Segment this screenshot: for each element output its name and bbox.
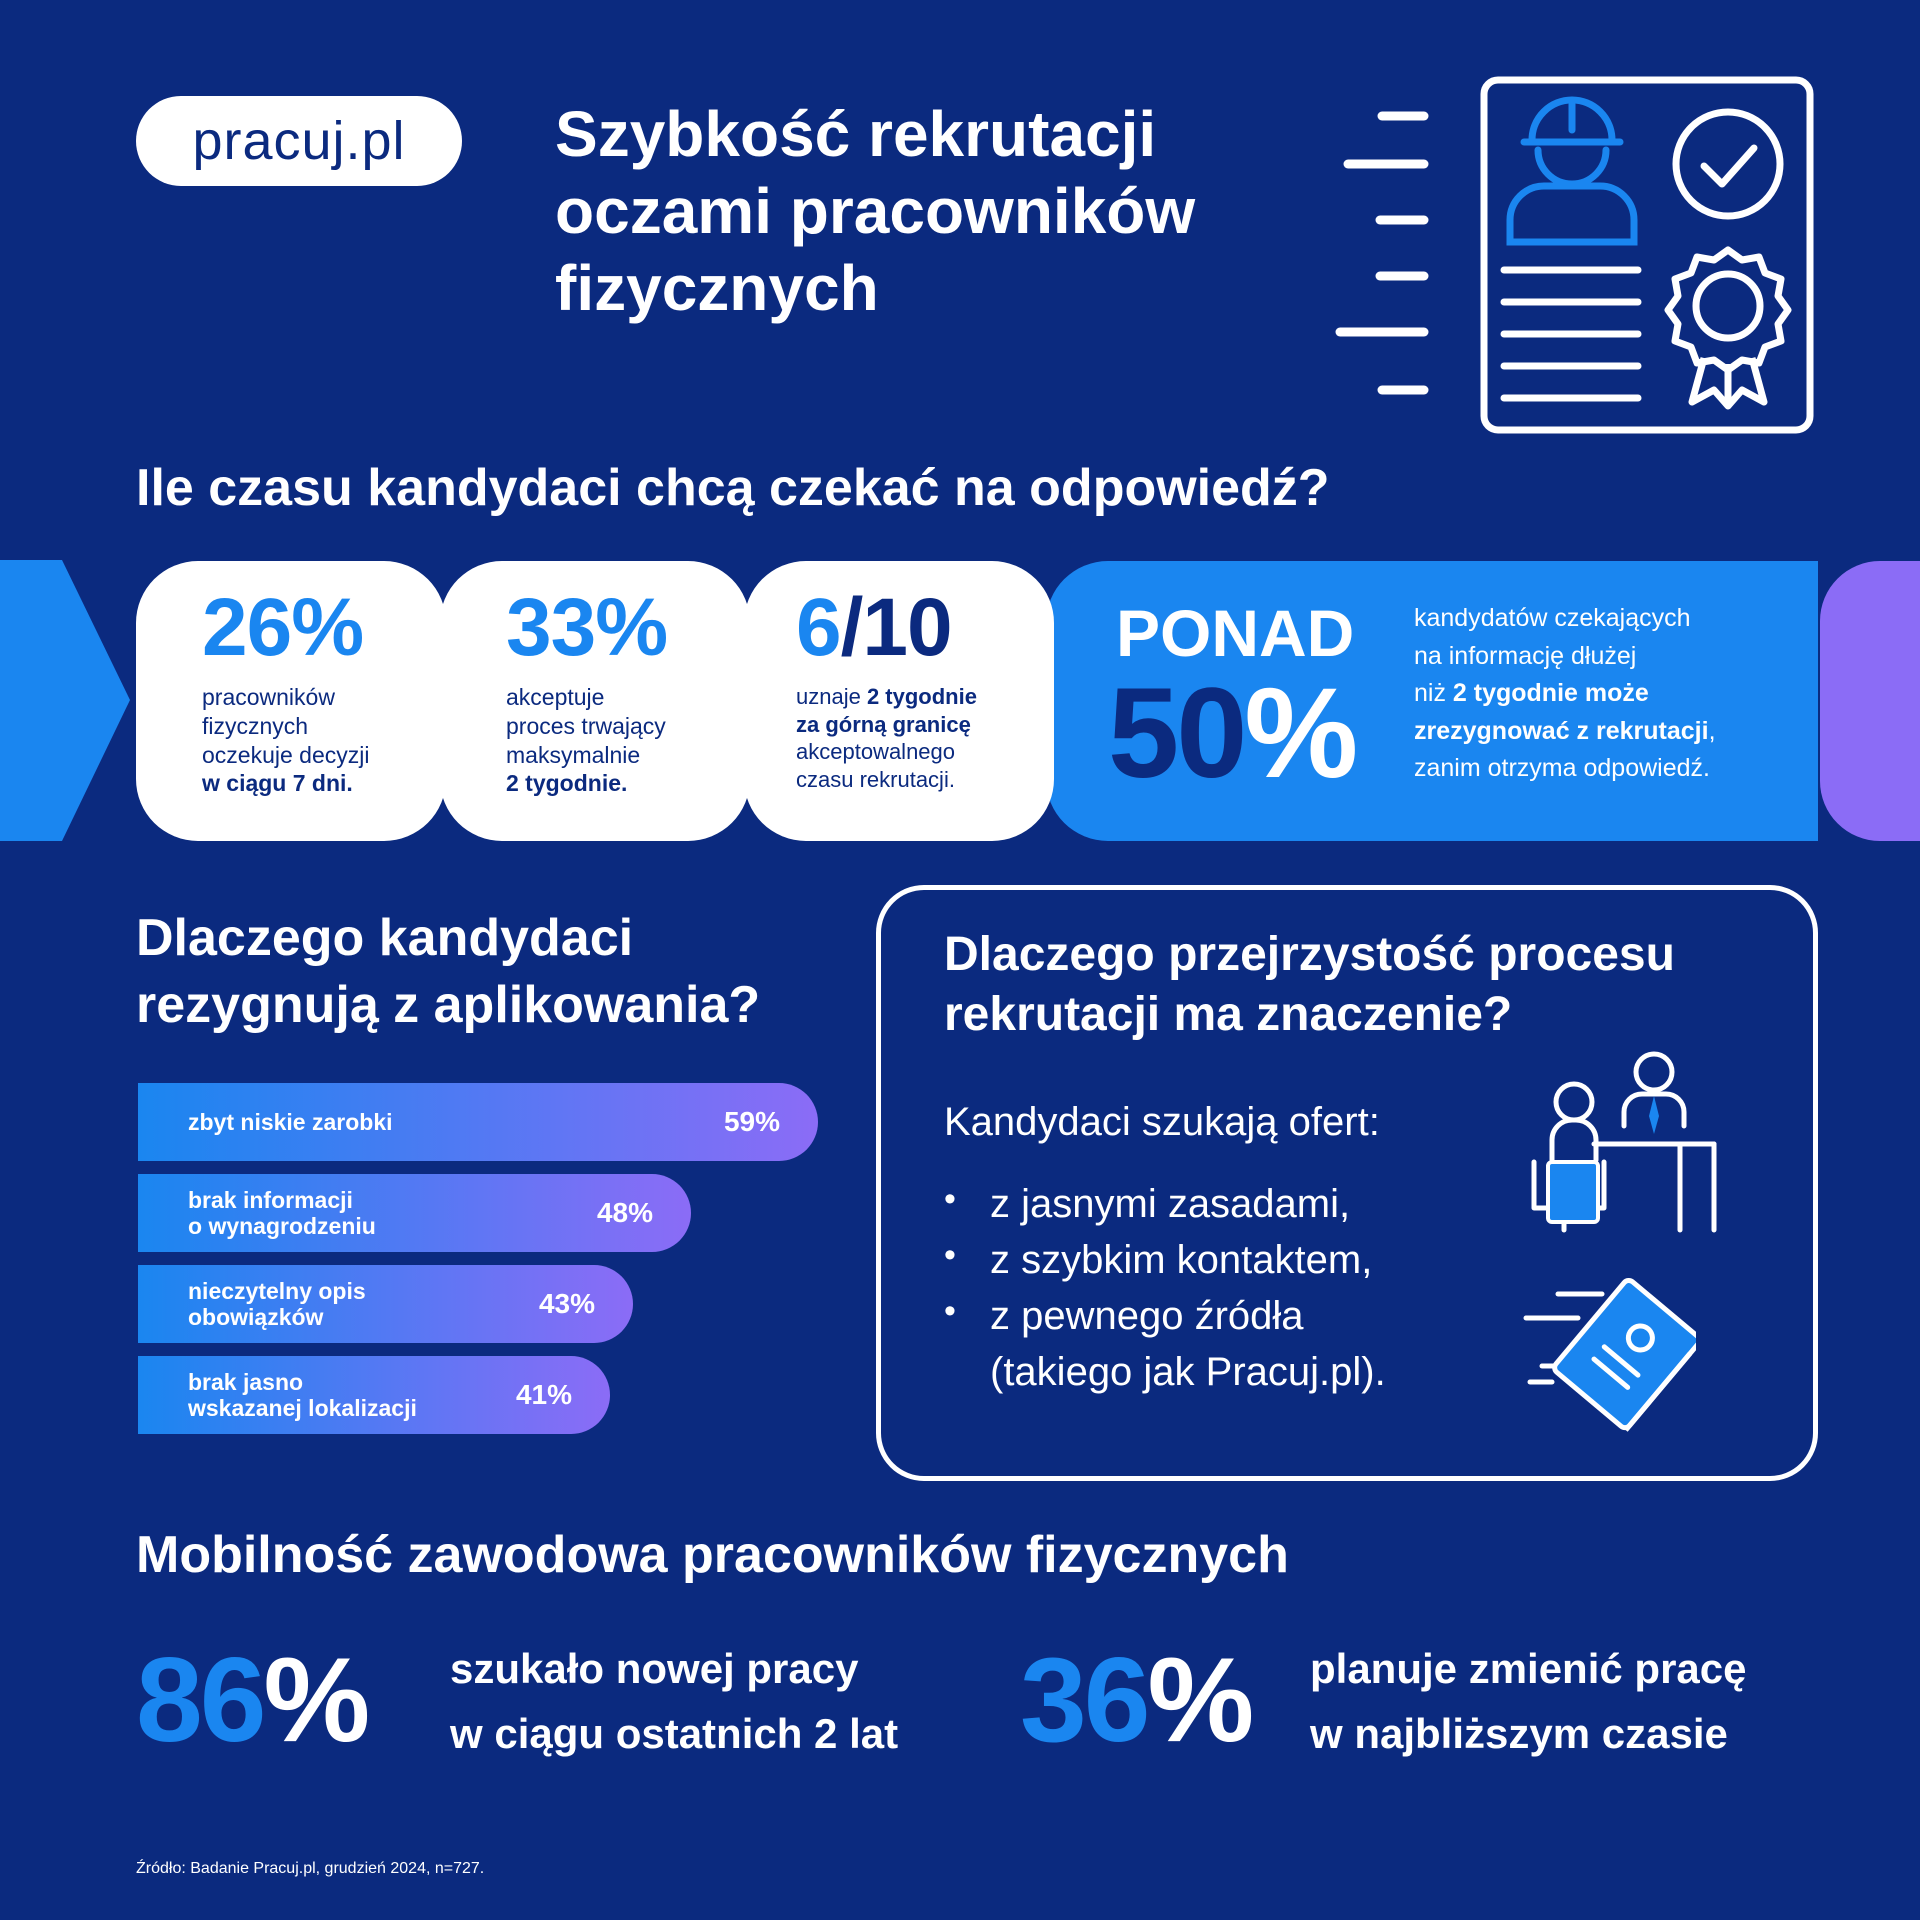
page-title: [555, 96, 1315, 326]
bar-label-line: o wynagrodzeniu: [188, 1213, 376, 1239]
stat-sign: %: [263, 1633, 368, 1767]
stat-card-6-10: [744, 561, 1054, 841]
bar-label-line: brak informacji: [188, 1186, 353, 1213]
stat-card-text: [796, 683, 1054, 793]
bar-category-label: [188, 1109, 393, 1135]
interview-people-icon: [1524, 1044, 1724, 1240]
stat-number: 36: [1020, 1633, 1148, 1767]
heading-line: rezygnują z aplikowania?: [136, 975, 761, 1034]
bar-label-line: obowiązków: [188, 1304, 324, 1330]
fast-document-icon: [1516, 1252, 1696, 1432]
panel-line: na informację dłużej: [1414, 641, 1637, 670]
stat-card-33: [440, 561, 750, 841]
stat-number: 86: [136, 1633, 264, 1767]
panel-bold: 2 tygodnie może: [1452, 679, 1649, 707]
panel-bold: zrezygnować z rekrutacji: [1414, 716, 1709, 745]
transparency-heading: [944, 925, 1744, 1045]
bar-category-label: [188, 1187, 376, 1240]
mobility-heading: Mobilność zawodowa pracowników fizycznych: [136, 1526, 1289, 1584]
bar-value-label: 59%: [723, 1106, 780, 1137]
card-line: pracowników: [202, 684, 335, 710]
title-line-2: oczami pracowników: [555, 174, 1196, 247]
card-line: [796, 711, 1054, 739]
stat-86-value: [136, 1633, 368, 1767]
card-line: maksymalnie: [506, 741, 641, 768]
stat-86-text: [450, 1636, 898, 1766]
heading-line: Dlaczego przejrzystość procesu: [944, 928, 1675, 981]
chart-bar: [138, 1265, 633, 1343]
resign-section-heading: [136, 905, 836, 1038]
stat-card-value: 33%: [506, 582, 668, 673]
stat-line: szukało nowej pracy: [450, 1645, 859, 1692]
chart-bar: [138, 1083, 818, 1161]
stat-line: planuje zmienić pracę: [1310, 1645, 1747, 1692]
fifty-sign: %: [1244, 662, 1356, 805]
title-line-1: Szybkość rekrutacji: [555, 98, 1157, 170]
pracuj-logo: [136, 96, 462, 186]
stat-card-26: [136, 561, 446, 841]
chart-bar: [138, 1356, 610, 1434]
transparency-bullets: [944, 1176, 1484, 1400]
ponad-label: PONAD: [1116, 596, 1355, 670]
card-line: czasu rekrutacji.: [796, 766, 955, 792]
title-line-3: fizycznych: [555, 251, 879, 324]
stat-line: w ciągu ostatnich 2 lat: [450, 1710, 899, 1758]
stat-card-value: [796, 582, 1054, 673]
panel-pre: niż: [1414, 679, 1453, 707]
wait-section-heading: Ile czasu kandydaci chcą czekać na odpowiedź?: [136, 459, 1330, 517]
checkmark-circle-icon: [1676, 112, 1780, 216]
transparency-intro: Kandydaci szukają ofert:: [944, 1100, 1380, 1144]
stat-36-text: [1310, 1636, 1747, 1766]
bar-value-label: 41%: [515, 1379, 572, 1410]
heading-line: Dlaczego kandydaci: [136, 909, 634, 967]
bar-label-line: wskazanej lokalizacji: [188, 1395, 417, 1421]
fraction-numerator: 6: [796, 582, 841, 673]
award-ribbon-icon: [1668, 250, 1788, 406]
band-arrow-shape: [0, 560, 130, 841]
logo-text: pracuj.pl: [192, 111, 406, 171]
card-pre: uznaje: [796, 684, 867, 709]
document-lines-icon: [1478, 74, 1818, 436]
panel-line: kandydatów czekających: [1414, 604, 1691, 632]
panel-line: [1414, 713, 1804, 751]
stat-36-value: [1020, 1633, 1252, 1767]
bullet-item: • z jasnymi zasadami,: [944, 1176, 1484, 1232]
fifty-number: 50: [1108, 662, 1245, 805]
card-line: proces trwający: [506, 712, 666, 739]
card-line: oczekuje decyzji: [202, 741, 370, 768]
stat-card-text: [202, 683, 446, 798]
stat-card-text: [506, 683, 750, 798]
speed-lines-icon: [1330, 100, 1440, 400]
purple-tab-shape: [1820, 561, 1920, 841]
card-bold: 2 tygodnie: [866, 684, 977, 709]
panel-post: ,: [1708, 716, 1716, 745]
card-bold-line: w ciągu 7 dni.: [202, 770, 353, 797]
bullet-item: [944, 1288, 1484, 1400]
bar-value-label: 43%: [538, 1288, 595, 1319]
card-line: akceptuje: [506, 684, 605, 710]
card-line: akceptowalnego: [796, 739, 956, 764]
bar-category-label: [188, 1278, 366, 1331]
card-line: fizycznych: [202, 712, 309, 739]
bullet-item: • z szybkim kontaktem,: [944, 1232, 1484, 1288]
bar-label-line: brak jasno: [188, 1368, 304, 1395]
bullet-text: (takiego jak Pracuj.pl).: [990, 1350, 1386, 1394]
bar-label-line: zbyt niskie zarobki: [188, 1108, 393, 1135]
bar-value-label: 48%: [596, 1197, 653, 1228]
heading-line: rekrutacji ma znaczenie?: [944, 988, 1513, 1041]
over-50-text: [1414, 600, 1804, 788]
card-bold: za górną granicę: [796, 711, 971, 737]
card-bold-line: 2 tygodnie.: [506, 770, 628, 797]
chart-bar: [138, 1174, 691, 1252]
stat-sign: %: [1147, 1633, 1252, 1767]
bar-label-line: nieczytelny opis: [188, 1277, 366, 1304]
panel-line: [1414, 675, 1804, 713]
bar-category-label: [188, 1369, 417, 1422]
card-line: [796, 683, 1054, 711]
worker-helmet-icon: [1510, 100, 1634, 242]
fraction-denominator: /10: [840, 582, 952, 673]
bullet-text: z pewnego źródła: [990, 1294, 1304, 1338]
source-note: Źródło: Badanie Pracuj.pl, grudzień 2024, n=727.: [136, 1860, 485, 1877]
panel-line: zanim otrzyma odpowiedź.: [1414, 754, 1710, 782]
stat-line: w najbliższym czasie: [1310, 1710, 1728, 1758]
fifty-percent-value: [1108, 662, 1356, 805]
stat-card-value: 26%: [202, 582, 364, 673]
